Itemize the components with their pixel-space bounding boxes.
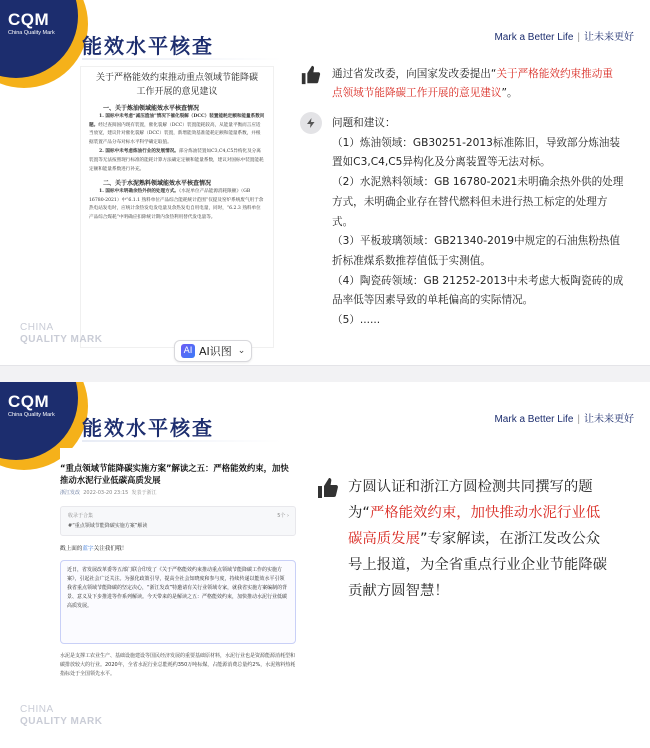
doc-section-2: 二、关于水泥熟料领域能效水平核查情况: [103, 180, 212, 188]
document-image: [80, 66, 274, 348]
doc-paragraph: 2. 国标中未考虑炼油行业的发展情况。部分炼油装置如C3,C4,C5异构化及分离装置等无法按照现行标准的能耗计算方法确定定额和能量系数，建议对国标中装置能耗定额和能量系数进行补充。: [89, 149, 264, 172]
ai-icon: AI: [181, 344, 195, 358]
slide-2: [0, 382, 650, 748]
doc-heading-line1: 关于严格能效约束推动重点领域节能降碳: [95, 73, 258, 83]
doc-heading-line2: 工作开展的意见建议: [136, 87, 218, 97]
thumbs-up-icon: [300, 64, 322, 86]
doc-section-1: 一、关于炼油领域能效水平核查情况: [103, 105, 200, 112]
cqm-logo-subtitle: China Quality Mark: [8, 30, 55, 36]
cqm-logo: CQM: [8, 10, 50, 29]
slogan: [494, 28, 634, 43]
watermark: CHINA QUALITY MARK: [20, 704, 103, 727]
chevron-down-icon[interactable]: ⌄: [237, 346, 246, 356]
title-underline: [82, 58, 282, 60]
issue-item: （2）水泥熟料领域：GB 16780-2021未明确余热外供的处理方式，未明确企业存在替代燃料但未进行热工标定的处理方式。: [332, 176, 624, 228]
issue-item: （4）陶瓷砖领域：GB 21252-2013中未考虑大板陶瓷砖的成品率低等因素导致的单耗偏高的实际情况。: [332, 274, 624, 307]
issue-item: （1）炼油领域：GB30251-2013标准陈旧，导致部分炼油装置如C3,C4,C5异构化及分离装置等无法对标。: [332, 136, 620, 169]
slogan-en: Mark a Better Life: [494, 32, 574, 43]
intro-highlight: 关于严格能效约束推动重点领域节能降碳工作开展的意见建议: [332, 68, 613, 99]
page-title: 能效水平核查: [82, 416, 214, 440]
page-title: 能效水平核查: [82, 34, 214, 58]
slogan-cn: 让未来更好: [584, 414, 634, 425]
slogan-separator: |: [577, 414, 580, 425]
issue-item: （3）平板玻璃领域：GB21340-2019中规定的石油焦粉热值折标准煤系数推荐值低于实测值。: [332, 235, 620, 267]
ai-recognize-button[interactable]: [174, 340, 252, 362]
issues-list: [332, 114, 624, 331]
issue-item: （5）......: [332, 314, 381, 327]
slogan-en: Mark a Better Life: [494, 414, 574, 425]
article-screenshot: [60, 448, 296, 742]
cqm-logo-subtitle: China Quality Mark: [8, 412, 55, 418]
article-body: 水泥是支撑工农业生产、基础设施建设等国民经济发展的重要基础原材料，水泥行业也是资源能源消耗型和碳排放较大的行业。2020年，全省水泥行业总能耗约350万吨标煤，占能源消费总量约2%，水泥熟料热耗指标处于全国领先水平。: [60, 653, 296, 677]
report-text: 方圆认证和浙江方圆检测共同撰写的题为“严格能效约束，加快推动水泥行业低碳高质发展”专家解读，在浙江发改公众号上报道，为全省重点行业企业节能降碳贡献方圆智慧！: [348, 479, 608, 599]
doc-paragraph: 1. 国标中未明确余热外供的处理方式。《水泥单位产品能源消耗限额》（GB 16780-2021）中“6.1.1 熟料单位产品综合能耗统计范围”仅提及窑炉系统废气用于余热电站发电时，应统计余热发电发电量及余热发电自用电量，同时，“6.2.3 熟料单位产品综合煤耗”中明确应扣除统计期内余热利用替代发电量等。: [89, 189, 264, 220]
title-underline: [82, 440, 282, 442]
ai-chip-label: AI识图: [199, 345, 232, 358]
article-meta: [60, 489, 296, 496]
article-intro-box: 近日，省发展改革委等五部门联合印发了《关于严格能效约束推动重点领域节能降碳工作的实施方案》，引起社会广泛关注。为强化政策引导，提高全社会知晓度和参与度，持续传递以能效水平引领我省重点领域节能降碳的坚定决心，“浙江发改”特邀请有关行业领域专家，就我省实施方案编制的背景、意义及下步推进等作系列解读。今天带来的是解读之五：严格能效约束，加快推动水泥行业低碳高质发展。: [60, 560, 296, 644]
collection-label: 收录于合集: [68, 513, 94, 519]
slogan: [494, 410, 634, 425]
slogan-cn: 让未来更好: [584, 32, 634, 43]
report-highlight: 严格能效约束，加快推动水泥行业低碳高质发展: [348, 505, 601, 547]
lightning-icon: [300, 112, 322, 134]
follow-prompt: 戳上面的蓝字关注我们哦！: [60, 546, 128, 552]
slide-1: [0, 0, 650, 366]
collection-tag: #“重点领域节能降碳实施方案”解读: [68, 523, 148, 529]
article-date: 2022-03-20 23:15: [83, 490, 129, 496]
collection-card[interactable]: [60, 506, 296, 536]
slogan-separator: |: [577, 32, 580, 43]
cqm-logo: CQM: [8, 392, 50, 411]
article-title: “重点领域节能降碳实施方案”解读之五：严格能效约束，加快推动水泥行业低碳高质发展: [60, 463, 289, 485]
intro-text: 通过省发改委，向国家发改委提出“关于严格能效约束推动重点领域节能降碳工作开展的意见建议”。: [332, 68, 613, 99]
issues-title: 问题和建议：: [332, 117, 396, 129]
thumbs-up-icon: [316, 476, 340, 500]
collection-count: 5个 ›: [277, 513, 289, 519]
doc-paragraph: 1. 国标中未考虑“减压渣油”情况下催化裂解（DCC）装置能耗定额和能量系数问题。经过查阅国内现有装置，催化裂解（DCC）装置能耗较高，从能量平衡而言应适当放宽，建议针对催化裂解（DCC）装置，新增能效基准能耗定额和能量系数，并根据装置产品分布对标水平科学确定取值。: [89, 114, 265, 145]
watermark: CHINA QUALITY MARK: [20, 322, 103, 345]
article-location: 发表于浙江: [131, 490, 157, 496]
article-source: 浙江发改: [60, 490, 81, 496]
